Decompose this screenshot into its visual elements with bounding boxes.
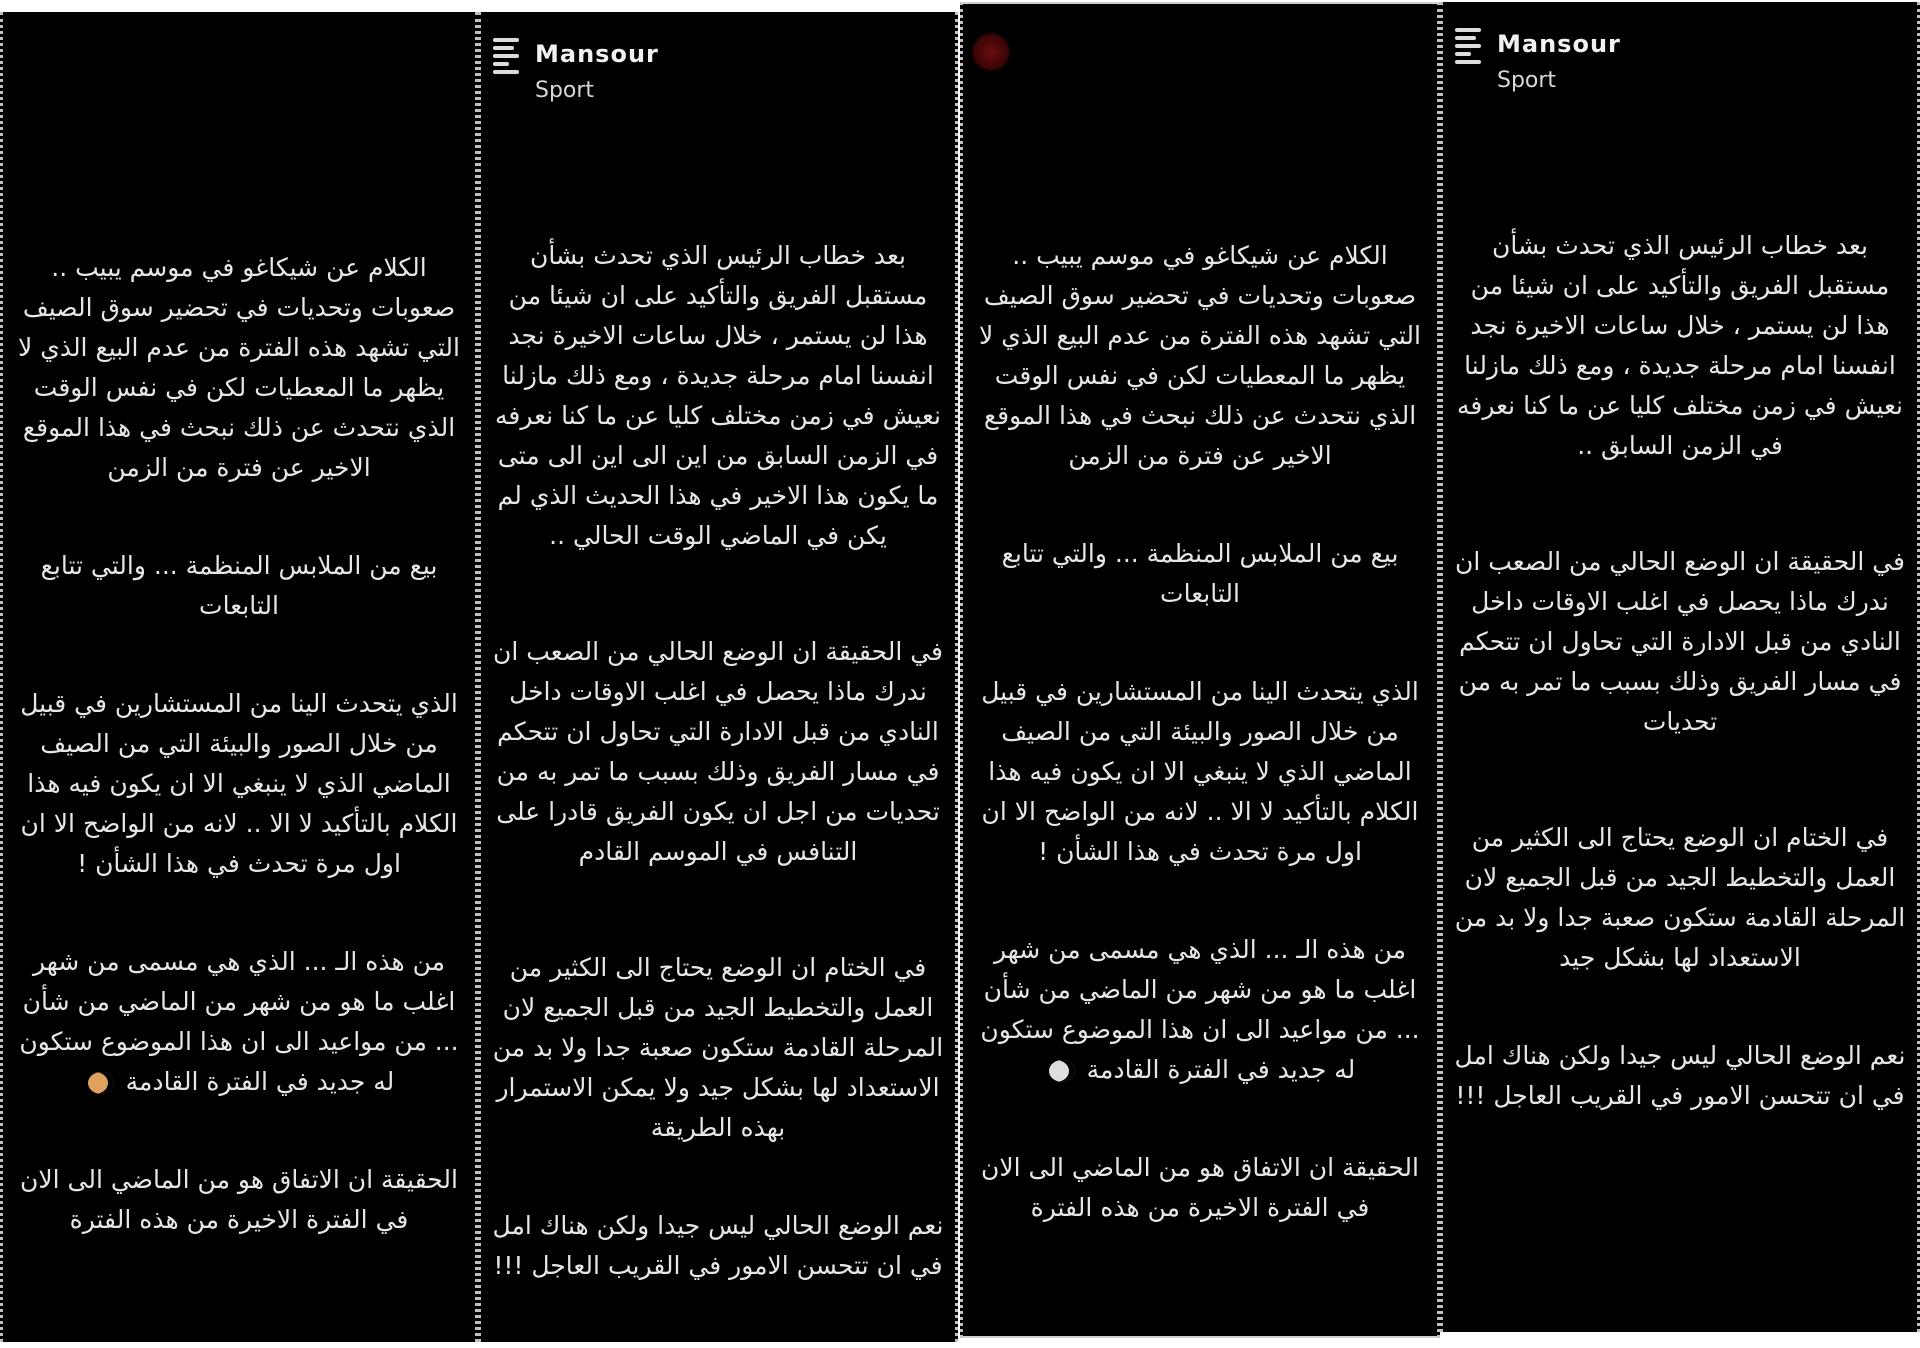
story-paragraph: في الحقيقة ان الوضع الحالي من الصعب ان ندرك ماذا يحصل في اغلب الاوقات داخل النادي من قبل الادارة التي تحاول ان تتحكم في مسار الفريق وذلك بسبب ما تمر به من تحديات من اجل ان يكون الفريق قادرا على التنافس في الموسم القادم: [492, 637, 944, 866]
menu-logo-icon: [493, 34, 519, 86]
story-paragraph: الذي يتحدث الينا من المستشارين في قبيل من خلال الصور والبيئة التي من الصيف الماضي الذي لا ينبغي الا ان يكون فيه هذا الكلام بالتأكيد لا الا .. لانه من الواضح الا ان اول مرة تحدث في هذا الشأن !: [981, 677, 1419, 866]
story-paragraph: بيع من الملابس المنظمة ... والتي تتابع التابعات: [40, 551, 438, 620]
story-paragraph: الذي يتحدث الينا من المستشارين في قبيل من خلال الصور والبيئة التي من الصيف الماضي الذي لا ينبغي الا ان يكون فيه هذا الكلام بالتأكيد لا الا .. لانه من الواضح الا ان اول مرة تحدث في هذا الشأن !: [20, 689, 458, 878]
story-paragraph: الكلام عن شيكاغو في موسم يبيب .. صعوبات وتحديات في تحضير سوق الصيف التي تشهد هذه الفترة من عدم البيع الذي لا يظهر ما المعطيات لكن في نفس الوقت الذي نتحدث عن ذلك نبحث في هذا الموقع الاخير عن فترة من الزمن: [979, 241, 1421, 470]
story-paragraph: بعد خطاب الرئيس الذي تحدث بشأن مستقبل الفريق والتأكيد على ان شيئا من هذا لن يستمر ، خلال ساعات الاخيرة نجد انفسنا امام مرحلة جديدة ، ومع ذلك مازلنا نعيش في زمن مختلف كليا عن ما كنا نعرفه في الزمن السابق ..: [1456, 231, 1904, 460]
story-content: [971, 236, 1429, 1286]
story-paragraph: نعم الوضع الحالي ليس جيدا ولكن هناك امل في ان تتحسن الامور في القريب العاجل !!!: [1454, 1041, 1906, 1110]
story-paragraph: الحقيقة ان الاتفاق هو من الماضي الى الان في الفترة الاخيرة من هذه الفترة: [20, 1165, 458, 1234]
emoji-icon: [1049, 1060, 1075, 1082]
story-content: [489, 236, 947, 1344]
account-name: Mansour: [1497, 30, 1621, 58]
story-panel-3: [960, 2, 1440, 1338]
story-paragraph: الكلام عن شيكاغو في موسم يبيب .. صعوبات وتحديات في تحضير سوق الصيف التي تشهد هذه الفترة من عدم البيع الذي لا يظهر ما المعطيات لكن في نفس الوقت الذي نتحدث عن ذلك نبحث في هذا الموقع الاخير عن فترة من الزمن: [18, 253, 460, 482]
profile-mark-icon: [971, 32, 1011, 72]
story-paragraph: في الحقيقة ان الوضع الحالي من الصعب ان ندرك ماذا يحصل في اغلب الاوقات داخل النادي من قبل الادارة التي تحاول ان تتحكم في مسار الفريق وذلك بسبب ما تمر به من تحديات: [1454, 547, 1906, 736]
story-panel-4: [1440, 2, 1920, 1332]
story-paragraph: في الختام ان الوضع يحتاج الى الكثير من العمل والتخطيط الجيد من قبل الجميع لان المرحلة القادمة ستكون صعبة جدا ولا بد من الاستعداد لها بشكل جيد ولا يمكن الاستمرار بهذه الطريقة: [492, 953, 944, 1142]
account-subtitle: Sport: [1497, 68, 1557, 93]
story-panel-1: [0, 12, 478, 1342]
menu-logo-icon: [1455, 24, 1481, 76]
account-name: Mansour: [535, 40, 659, 68]
account-subtitle: Sport: [535, 78, 595, 103]
story-paragraph-text: من هذه الـ ... الذي هي مسمى من شهر اغلب ما هو من شهر من الماضي من شأن ... من مواعيد الى ان هذا الموضوع ستكون له جديد في الفترة القادمة: [980, 935, 1420, 1084]
story-paragraph: في الختام ان الوضع يحتاج الى الكثير من العمل والتخطيط الجيد من قبل الجميع لان المرحلة القادمة ستكون صعبة جدا ولا بد من الاستعداد لها بشكل جيد: [1454, 823, 1906, 972]
story-content: [11, 248, 467, 1298]
story-paragraph: الحقيقة ان الاتفاق هو من الماضي الى الان في الفترة الاخيرة من هذه الفترة: [981, 1153, 1419, 1222]
story-paragraph: بيع من الملابس المنظمة ... والتي تتابع التابعات: [1001, 539, 1399, 608]
story-panel-2: [478, 12, 958, 1342]
story-paragraph: [11, 942, 467, 1102]
emoji-icon: [88, 1072, 114, 1094]
story-paragraph-text: من هذه الـ ... الذي هي مسمى من شهر اغلب ما هو من شهر من الماضي من شأن ... من مواعيد الى ان هذا الموضوع ستكون له جديد في الفترة القادمة: [19, 947, 459, 1096]
story-paragraph: نعم الوضع الحالي ليس جيدا ولكن هناك امل في ان تتحسن الامور في القريب العاجل !!!: [492, 1211, 944, 1280]
story-paragraph: بعد خطاب الرئيس الذي تحدث بشأن مستقبل الفريق والتأكيد على ان شيئا من هذا لن يستمر ، خلال ساعات الاخيرة نجد انفسنا امام مرحلة جديدة ، ومع ذلك مازلنا نعيش في زمن مختلف كليا عن ما كنا نعرفه في الزمن السابق من اين الى اين الى متى ما يكون هذا الاخير في هذا الحديث الذي لم يكن في الماضي الوقت الحالي ..: [494, 241, 942, 550]
story-paragraph: [971, 930, 1429, 1090]
story-header: [493, 28, 693, 108]
story-content: [1451, 226, 1909, 1174]
story-header: [1455, 18, 1655, 98]
